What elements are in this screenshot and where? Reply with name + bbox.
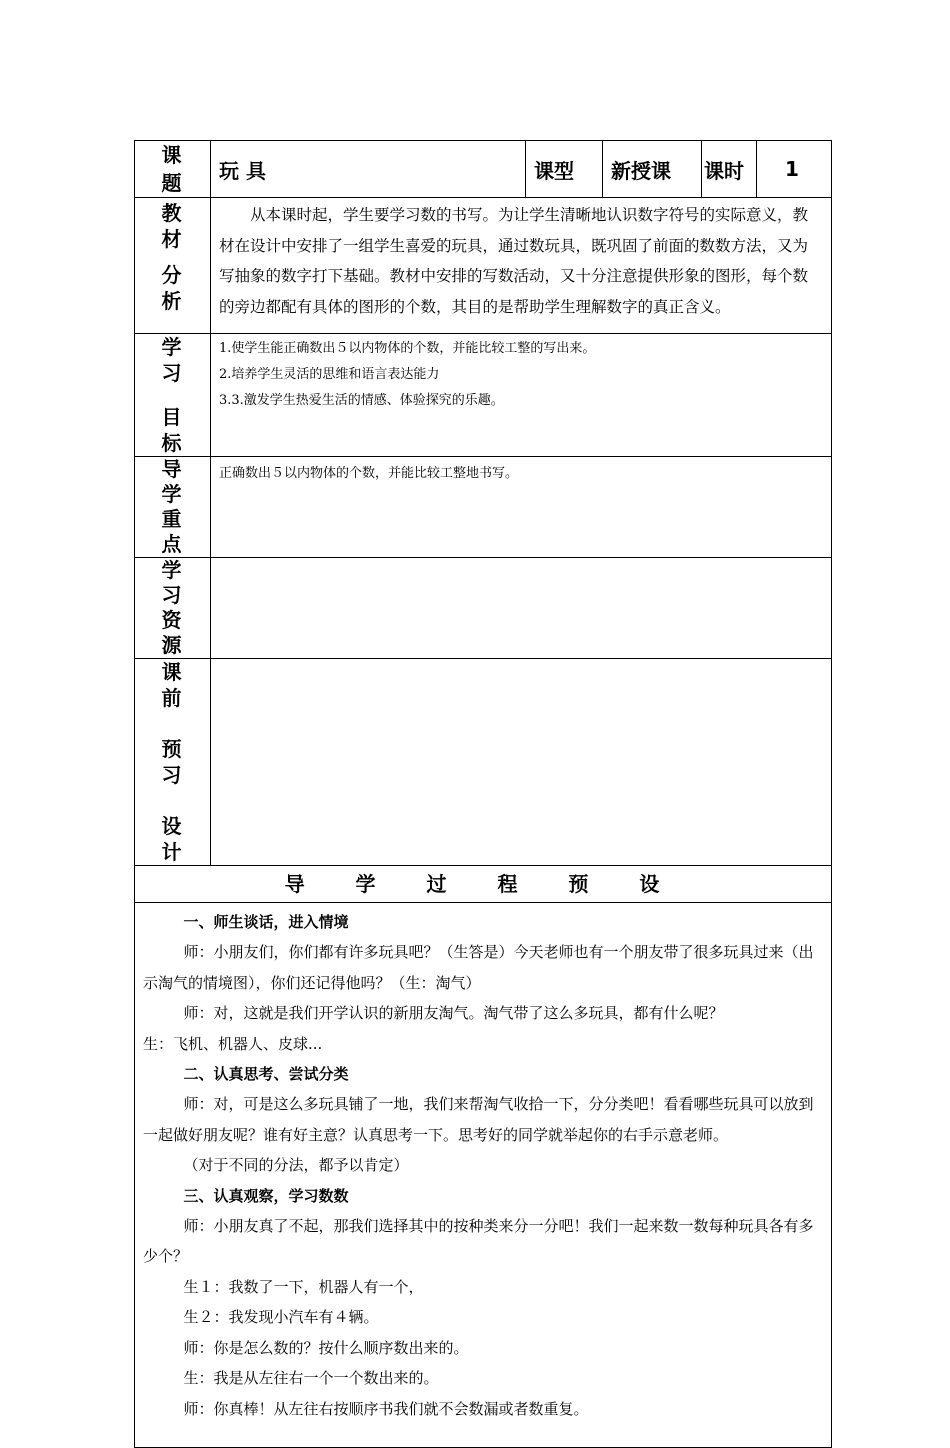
objective-item: 3.3.激发学生热爱生活的情感、体验探究的乐趣。	[219, 393, 504, 408]
dialogue-line: 师：对，这就是我们开学认识的新朋友淘气。淘气带了这么多玩具，都有什么呢？	[183, 1004, 724, 1023]
dialogue-line: 师：对，可是这么多玩具铺了一地，我们来帮淘气收拾一下，分分类吧！看看哪些玩具可以放到一起做好朋友呢？谁有好主意？认真思考一下。思考好的同学就举起你的右手示意老师。	[143, 1095, 814, 1144]
objectives-row	[135, 334, 832, 457]
material-analysis-label	[135, 198, 211, 334]
key-points-row	[135, 457, 832, 558]
hours-label: 课时	[702, 141, 757, 198]
resources-label-1: 学 习	[161, 558, 190, 607]
objectives-list	[211, 334, 832, 457]
dialogue-line: 生：飞机、机器人、皮球...	[143, 1034, 323, 1053]
resources-text	[211, 558, 832, 659]
preview-text	[211, 659, 832, 866]
material-label-1: 教 材	[161, 201, 190, 251]
material-analysis-row	[135, 198, 832, 334]
dialogue-line: 生：我是从左往右一个一个数出来的。	[183, 1369, 439, 1388]
preview-row	[135, 659, 832, 866]
resources-label	[135, 558, 211, 659]
preview-label-3: 设 计	[161, 814, 190, 864]
dialogue-line: （对于不同的分法，都予以肯定）	[183, 1156, 409, 1175]
subject-label: 课 题	[135, 141, 211, 198]
section-heading: 三、认真观察，学习数数	[183, 1186, 349, 1205]
dialogue-line: 生２：我发现小汽车有４辆。	[183, 1308, 379, 1327]
material-analysis-text: 从本课时起，学生要学习数的书写。为让学生清晰地认识数字符号的实际意义，教材在设计中安排了一组学生喜爱的玩具，通过数玩具，既巩固了前面的数数方法，又为写抽象的数字打下基础。教材中安排的写数活动，又十分注意提供形象的图形，每个数的旁边都配有具体的图形的个数，其目的是帮助学生理解数字的真正含义。	[211, 198, 832, 334]
header-row	[135, 141, 832, 198]
dialogue-line: 师：你是怎么数的？按什么顺序数出来的。	[183, 1338, 469, 1357]
objectives-label-1: 学 习	[161, 335, 190, 385]
process-title-row	[135, 866, 832, 903]
resources-row	[135, 558, 832, 659]
preview-label-1: 课 前	[161, 660, 190, 710]
objectives-label	[135, 334, 211, 457]
preview-label	[135, 659, 211, 866]
dialogue-line: 师：小朋友真了不起，那我们选择其中的按种类来分一分吧！我们一起来数一数每种玩具各有多少个？	[143, 1217, 814, 1266]
key-points-label	[135, 457, 211, 558]
resources-label-2: 资 源	[161, 608, 190, 657]
section-heading: 二、认真思考、尝试分类	[183, 1065, 349, 1084]
process-row	[135, 903, 832, 1448]
process-title: 导 学 过 程 预 设	[135, 866, 832, 903]
lesson-plan-table	[134, 140, 832, 1448]
preview-label-2: 预 习	[161, 737, 190, 787]
hours-value: 1	[757, 141, 832, 198]
dialogue-line: 师：小朋友们，你们都有许多玩具吧？（生答是）今天老师也有一个朋友带了很多玩具过来（出示淘气的情境图），你们还记得他吗？（生：淘气）	[143, 943, 814, 992]
process-content	[135, 903, 832, 1448]
dialogue-line: 师：你真棒！从左往右按顺序书我们就不会数漏或者数重复。	[183, 1399, 589, 1418]
subject-value: 玩 具	[211, 141, 526, 198]
dialogue-line: 生１：我数了一下，机器人有一个，	[183, 1277, 424, 1296]
objective-item: 2.培养学生灵活的思维和语言表达能力	[219, 367, 440, 382]
lesson-type-value: 新授课	[603, 141, 702, 198]
section-heading: 一、师生谈话，进入情境	[183, 913, 349, 931]
lesson-type-label: 课型	[526, 141, 603, 198]
lesson-plan-page	[134, 140, 831, 1448]
key-points-label-1: 导 学	[161, 457, 190, 506]
objective-item: 1.使学生能正确数出５以内物体的个数，并能比较工整的写出来。	[219, 341, 596, 356]
objectives-label-2: 目 标	[161, 405, 190, 455]
material-label-2: 分 析	[161, 263, 190, 313]
key-points-label-2: 重 点	[161, 507, 190, 556]
key-points-text: 正确数出５以内物体的个数，并能比较工整地书写。	[211, 457, 832, 558]
